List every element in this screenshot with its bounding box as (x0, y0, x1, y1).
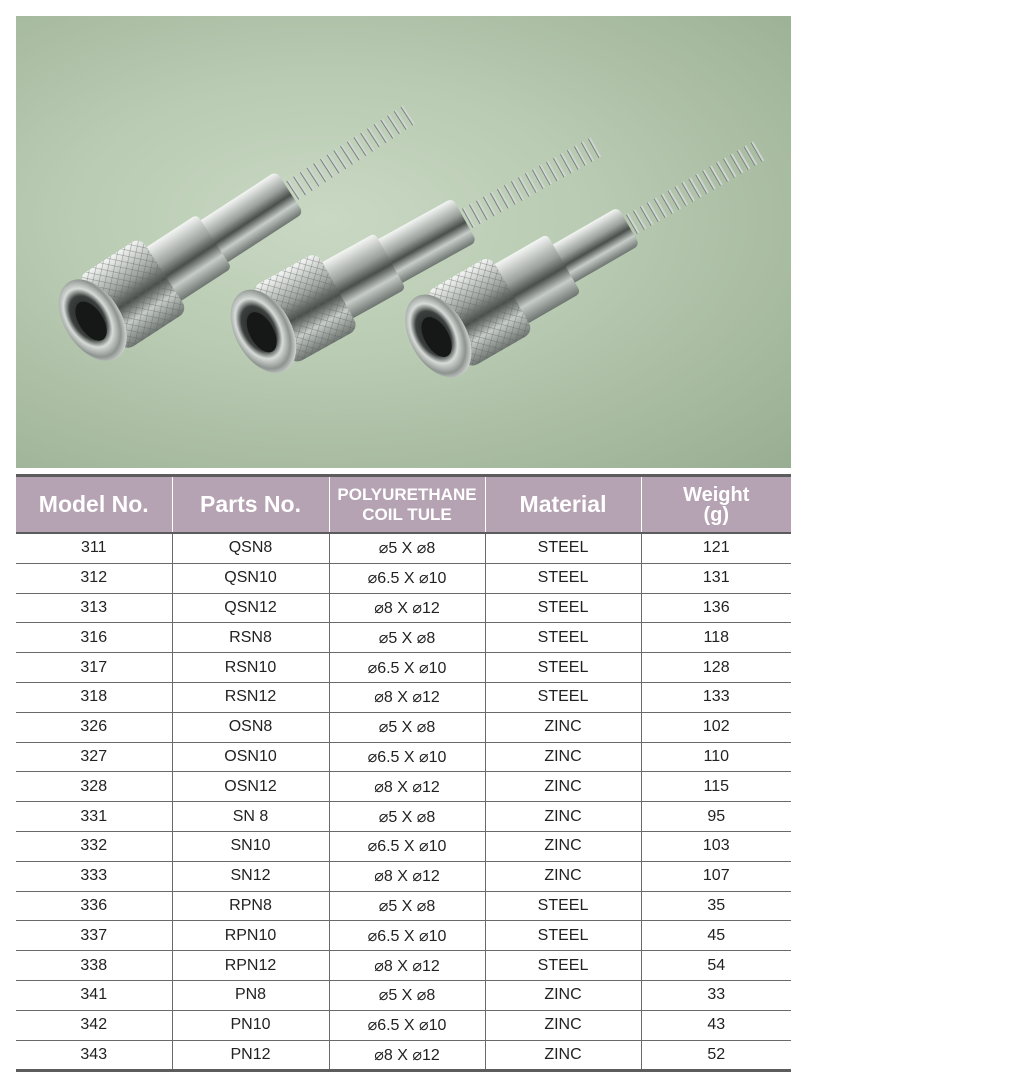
table-row (16, 1040, 791, 1071)
cell-parts: SN12 (172, 861, 329, 891)
cell-model: 313 (16, 593, 172, 623)
cell-material: ZINC (485, 980, 641, 1010)
cell-material: ZINC (485, 772, 641, 802)
spec-table (16, 474, 791, 1072)
cell-tube: ⌀5 X ⌀8 (329, 623, 485, 653)
cell-weight: 107 (641, 861, 791, 891)
cell-weight: 33 (641, 980, 791, 1010)
cell-material: ZINC (485, 831, 641, 861)
cell-model: 338 (16, 951, 172, 981)
cell-model: 333 (16, 861, 172, 891)
cell-parts: PN12 (172, 1040, 329, 1071)
cell-model: 342 (16, 1010, 172, 1040)
cell-model: 336 (16, 891, 172, 921)
cell-weight: 128 (641, 653, 791, 683)
cell-parts: RSN8 (172, 623, 329, 653)
table-row (16, 861, 791, 891)
table-row (16, 712, 791, 742)
cell-tube: ⌀5 X ⌀8 (329, 712, 485, 742)
header-model: Model No. (16, 476, 172, 534)
cell-weight: 118 (641, 623, 791, 653)
cell-model: 312 (16, 563, 172, 593)
cell-material: ZINC (485, 712, 641, 742)
cell-material: STEEL (485, 951, 641, 981)
cell-model: 341 (16, 980, 172, 1010)
cell-weight: 95 (641, 802, 791, 832)
cell-parts: OSN10 (172, 742, 329, 772)
table-row (16, 533, 791, 563)
cell-parts: QSN8 (172, 533, 329, 563)
header-tube (329, 476, 485, 534)
cell-model: 327 (16, 742, 172, 772)
cell-model: 318 (16, 682, 172, 712)
table-row (16, 831, 791, 861)
cell-weight: 102 (641, 712, 791, 742)
cell-material: STEEL (485, 921, 641, 951)
cell-weight: 133 (641, 682, 791, 712)
spec-table-header (16, 476, 791, 534)
header-material: Material (485, 476, 641, 534)
cell-material: STEEL (485, 653, 641, 683)
product-photo (16, 16, 791, 468)
table-row (16, 772, 791, 802)
cell-weight: 45 (641, 921, 791, 951)
cell-weight: 103 (641, 831, 791, 861)
cell-model: 337 (16, 921, 172, 951)
header-weight-line2: (g) (703, 503, 730, 526)
header-tube-line2: COIL TULE (362, 504, 452, 524)
cell-tube: ⌀6.5 X ⌀10 (329, 563, 485, 593)
table-row (16, 802, 791, 832)
cell-parts: RPN8 (172, 891, 329, 921)
cell-model: 317 (16, 653, 172, 683)
cell-parts: OSN8 (172, 712, 329, 742)
cell-tube: ⌀5 X ⌀8 (329, 980, 485, 1010)
cell-weight: 131 (641, 563, 791, 593)
table-row (16, 682, 791, 712)
header-tube-line1: POLYURETHANE (337, 484, 477, 504)
cell-material: ZINC (485, 1010, 641, 1040)
table-row (16, 563, 791, 593)
table-row (16, 951, 791, 981)
cell-weight: 35 (641, 891, 791, 921)
table-row (16, 593, 791, 623)
cell-weight: 52 (641, 1040, 791, 1071)
cell-material: STEEL (485, 563, 641, 593)
table-row (16, 653, 791, 683)
cell-model: 316 (16, 623, 172, 653)
cell-model: 328 (16, 772, 172, 802)
header-weight (641, 476, 791, 534)
cell-tube: ⌀8 X ⌀12 (329, 861, 485, 891)
cell-parts: SN10 (172, 831, 329, 861)
cell-model: 332 (16, 831, 172, 861)
table-row (16, 742, 791, 772)
table-row (16, 980, 791, 1010)
header-weight-line1: Weight (683, 483, 750, 506)
cell-tube: ⌀8 X ⌀12 (329, 682, 485, 712)
cell-tube: ⌀8 X ⌀12 (329, 1040, 485, 1071)
cell-material: ZINC (485, 861, 641, 891)
cell-material: STEEL (485, 891, 641, 921)
cell-tube: ⌀6.5 X ⌀10 (329, 1010, 485, 1040)
cell-tube: ⌀5 X ⌀8 (329, 802, 485, 832)
cell-parts: PN8 (172, 980, 329, 1010)
cell-parts: OSN12 (172, 772, 329, 802)
cell-weight: 136 (641, 593, 791, 623)
cell-parts: QSN10 (172, 563, 329, 593)
cell-material: ZINC (485, 1040, 641, 1071)
cell-weight: 43 (641, 1010, 791, 1040)
table-row (16, 623, 791, 653)
cell-tube: ⌀8 X ⌀12 (329, 593, 485, 623)
cell-material: STEEL (485, 682, 641, 712)
table-row (16, 921, 791, 951)
quick-coupler-illustration (16, 16, 791, 468)
cell-weight: 115 (641, 772, 791, 802)
cell-material: ZINC (485, 742, 641, 772)
cell-weight: 121 (641, 533, 791, 563)
cell-parts: PN10 (172, 1010, 329, 1040)
cell-parts: SN 8 (172, 802, 329, 832)
cell-material: STEEL (485, 533, 641, 563)
table-row (16, 1010, 791, 1040)
cell-parts: RPN10 (172, 921, 329, 951)
cell-tube: ⌀6.5 X ⌀10 (329, 921, 485, 951)
cell-tube: ⌀6.5 X ⌀10 (329, 831, 485, 861)
table-row (16, 891, 791, 921)
cell-parts: RSN12 (172, 682, 329, 712)
cell-parts: RSN10 (172, 653, 329, 683)
cell-parts: RPN12 (172, 951, 329, 981)
cell-model: 311 (16, 533, 172, 563)
cell-material: STEEL (485, 593, 641, 623)
cell-tube: ⌀8 X ⌀12 (329, 951, 485, 981)
cell-tube: ⌀6.5 X ⌀10 (329, 742, 485, 772)
spec-table-body (16, 533, 791, 1071)
cell-tube: ⌀5 X ⌀8 (329, 533, 485, 563)
cell-model: 326 (16, 712, 172, 742)
cell-weight: 54 (641, 951, 791, 981)
cell-parts: QSN12 (172, 593, 329, 623)
cell-material: ZINC (485, 802, 641, 832)
cell-tube: ⌀6.5 X ⌀10 (329, 653, 485, 683)
cell-tube: ⌀8 X ⌀12 (329, 772, 485, 802)
cell-weight: 110 (641, 742, 791, 772)
cell-model: 343 (16, 1040, 172, 1071)
cell-model: 331 (16, 802, 172, 832)
cell-tube: ⌀5 X ⌀8 (329, 891, 485, 921)
header-parts: Parts No. (172, 476, 329, 534)
cell-material: STEEL (485, 623, 641, 653)
